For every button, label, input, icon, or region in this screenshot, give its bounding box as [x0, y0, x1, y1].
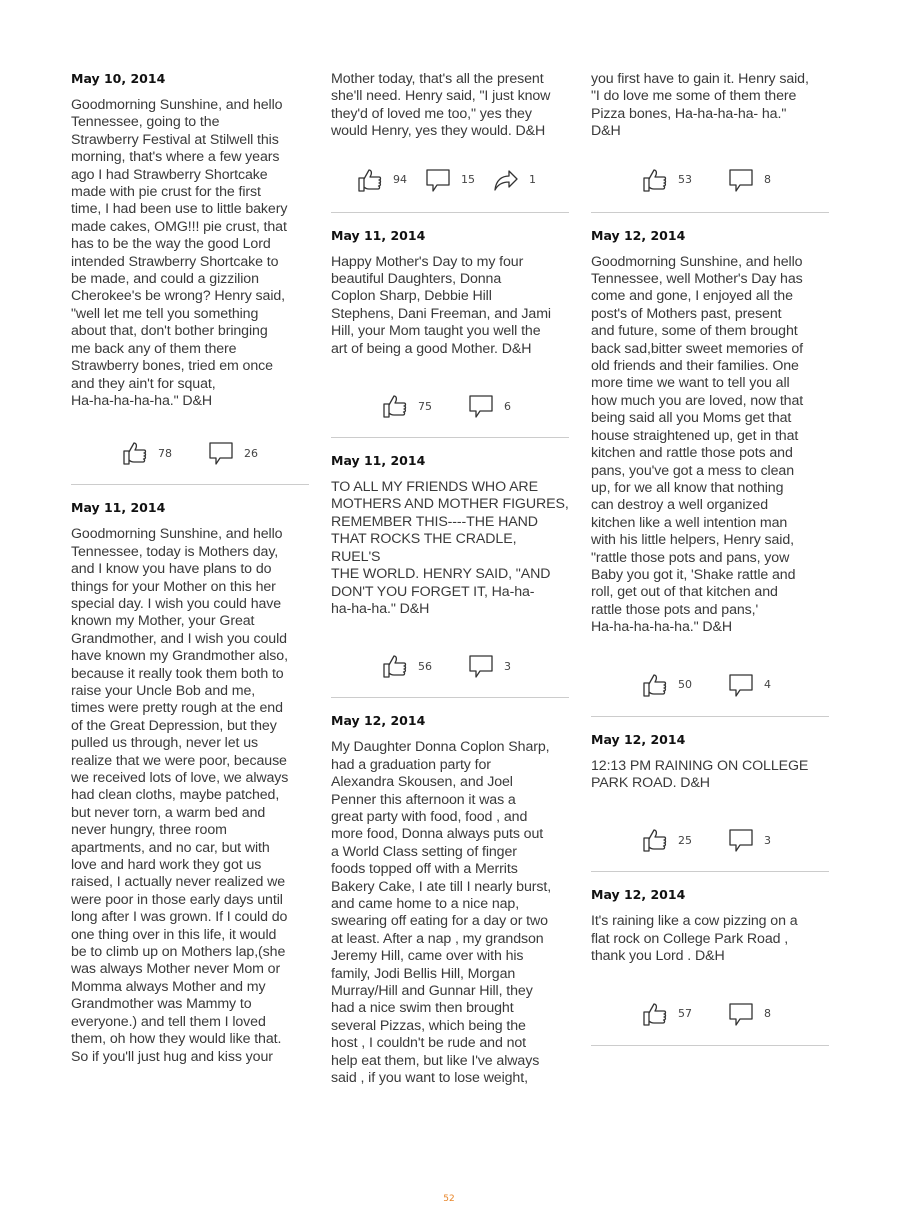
share-button[interactable] [493, 167, 543, 193]
comment-icon [468, 393, 494, 419]
like-count: 94 [393, 173, 407, 187]
post-date: May 11, 2014 [331, 227, 426, 243]
post-body: 12:13 PM RAINING ON COLLEGE PARK ROAD. D&H [591, 757, 809, 791]
post-actions [591, 999, 829, 1029]
post-date: May 10, 2014 [71, 71, 166, 86]
post-divider [591, 212, 829, 213]
post-actions [591, 825, 829, 855]
like-count: 78 [158, 446, 172, 460]
comment-icon [728, 827, 754, 853]
like-button[interactable] [642, 827, 692, 853]
post-date: May 12, 2014 [331, 713, 426, 729]
like-button[interactable] [382, 393, 432, 419]
post [591, 71, 829, 213]
post-actions [591, 670, 829, 700]
like-count: 53 [678, 173, 692, 187]
comment-count: 26 [244, 446, 258, 460]
like-count: 50 [678, 678, 692, 692]
post-divider [591, 1045, 829, 1046]
thumbs-up-icon [642, 1001, 668, 1027]
page-number: 52 [443, 1194, 455, 1204]
comment-button[interactable] [728, 672, 778, 698]
post-body: It's raining like a cow pizzing on a flat rock on College Park Road , thank you Lord . D&H [591, 913, 798, 965]
post-divider [331, 437, 569, 438]
thumbs-up-icon [382, 653, 408, 679]
share-arrow-icon [493, 167, 519, 193]
like-button[interactable] [122, 440, 172, 466]
post [331, 713, 569, 1087]
comment-icon [728, 167, 754, 193]
thumbs-up-icon [642, 672, 668, 698]
post-actions [331, 165, 569, 195]
post-body: Goodmorning Sunshine, and hello Tennessee, going to the Strawberry Festival at Stilwell this morning, that's where a few years ago I had Strawberry Shortcake made with pie crust for the first time, I had been use to little bakery made cakes, OMG!!! pie crust, that has to be the way the good Lord intended Strawberry Shortcake to be made, and could a gizzilion Cherokee's be wrong? Henry said, "well let me tell you something about that, don't bother bringing me back any of them there Strawberry bones, tried em once and they ain't for squat, Ha-ha-ha-ha-ha." D&H [71, 97, 288, 409]
thumbs-up-icon [642, 167, 668, 193]
post [591, 887, 829, 1045]
comment-icon [728, 1001, 754, 1027]
post-divider [591, 871, 829, 872]
like-button[interactable] [642, 1001, 692, 1027]
post [331, 228, 569, 438]
post-date: May 12, 2014 [591, 887, 686, 903]
like-button[interactable] [642, 167, 692, 193]
post-divider [331, 212, 569, 213]
like-count: 56 [418, 659, 432, 673]
thumbs-up-icon [382, 393, 408, 419]
like-button[interactable] [382, 653, 432, 679]
post-date: May 11, 2014 [331, 453, 426, 469]
thumbs-up-icon [357, 167, 383, 193]
like-count: 75 [418, 399, 432, 413]
post [591, 732, 829, 873]
comment-count: 8 [764, 1007, 771, 1021]
like-button[interactable] [642, 672, 692, 698]
comment-icon [425, 167, 451, 193]
comment-button[interactable] [468, 653, 518, 679]
comment-count: 8 [764, 173, 771, 187]
post-divider [591, 716, 829, 717]
comment-button[interactable] [728, 167, 778, 193]
column-1 [71, 68, 309, 1066]
comment-button[interactable] [728, 1001, 778, 1027]
like-count: 57 [678, 1007, 692, 1021]
post [331, 453, 569, 698]
post-body: you first have to gain it. Henry said, "I do love me some of them there Pizza bones, Ha-ha-ha-ha- ha." D&H [591, 71, 809, 140]
post-actions [591, 165, 829, 195]
post [591, 228, 829, 717]
share-count: 1 [529, 173, 536, 187]
comment-count: 4 [764, 678, 771, 692]
post-date: May 11, 2014 [71, 500, 166, 516]
comment-button[interactable] [208, 440, 258, 466]
post-divider [71, 484, 309, 485]
comment-button[interactable] [425, 167, 475, 193]
column-2 [331, 68, 569, 1087]
comment-icon [728, 672, 754, 698]
comment-count: 3 [764, 833, 771, 847]
comment-button[interactable] [728, 827, 778, 853]
post [331, 71, 569, 213]
post-body: Goodmorning Sunshine, and hello Tennessee, today is Mothers day, and I know you have plans to do things for your Mother on this her special day. I wish you could have known my Mother, your Great Grandmother, and I wish you could have known my Grandmother also, because it really took them both to raise your Uncle Bob and me, times were pretty rough at the end of the Great Depression, but they pulled us through, never let us realize that we were poor, because we received lots of love, we always had clean cloths, maybe patched, but never torn, a warm bed and never hungry, three room apartments, and no car, but with love and hard work they got us raised, I actually never realized we were poor in those early days until long after I was grown. If I could do one thing over in this life, it would be to climb up on Mothers lap,(she was always Mother never Mom or Momma always Mother and my Grandmother was Mammy to everyone.) and tell them I loved them, oh how they would like that. So if you'll just hug and kiss your [71, 526, 289, 1065]
thumbs-up-icon [642, 827, 668, 853]
post-body: Goodmorning Sunshine, and hello Tennessee, well Mother's Day has come and gone, I enjoyed all the post's of Mothers past, present and future, some of them brought back sad,bitter sweet memories of old friends and their families. One more time we want to tell you all how much you are loved, now that being said all you Moms get that house straightened up, get in that kitchen and rattle those pots and pans, you've got a mess to clean up, for we all know that nothing can destroy a well organized kitchen like a well intention man with his little helpers, Henry said, "rattle those pots and pans, yow Baby you got it, 'Shake rattle and roll, get out of that kitchen and rattle those pots and pans,' Ha-ha-ha-ha-ha." D&H [591, 253, 804, 636]
comment-count: 6 [504, 399, 511, 413]
post-date: May 12, 2014 [591, 731, 686, 747]
comment-icon [468, 653, 494, 679]
comment-button[interactable] [468, 393, 518, 419]
post-actions [331, 651, 569, 681]
post-date: May 12, 2014 [591, 227, 686, 243]
post-body: Mother today, that's all the present she'll need. Henry said, "I just know they'd of loved me too," yes they would Henry, yes they would. D&H [331, 71, 551, 140]
column-3 [591, 68, 829, 1046]
comment-icon [208, 440, 234, 466]
comment-count: 15 [461, 173, 475, 187]
like-count: 25 [678, 833, 692, 847]
thumbs-up-icon [122, 440, 148, 466]
post-actions [71, 438, 309, 468]
post [71, 500, 309, 1066]
comment-count: 3 [504, 659, 511, 673]
post-divider [331, 697, 569, 698]
post-body: My Daughter Donna Coplon Sharp, had a graduation party for Alexandra Skousen, and Joel Penner this afternoon it was a great party with food, food , and more food, Donna always puts out a World Class setting of finger foods topped off with a Merrits Bakery Cake, I ate till I nearly burst, and came home to a nice nap, swearing off eating for a day or two at least. After a nap , my grandson Jeremy Hill, came over with his family, Jodi Bellis Hill, Morgan Murray/Hill and Gunnar Hill, they had a nice swim then brought several Pizzas, which being the host , I couldn't be rude and not help eat them, but like I've always said , if you want to lose weight, [331, 739, 552, 1087]
post [71, 71, 309, 485]
post-body: Happy Mother's Day to my four beautiful Daughters, Donna Coplon Sharp, Debbie Hill Stephens, Dani Freeman, and Jami Hill, your Mom taught you well the art of being a good Mother. D&H [331, 253, 551, 357]
like-button[interactable] [357, 167, 407, 193]
post-actions [331, 391, 569, 421]
post-body: TO ALL MY FRIENDS WHO ARE MOTHERS AND MOTHER FIGURES, REMEMBER THIS----THE HAND THAT ROCKS THE CRADLE, RUEL'S THE WORLD. HENRY SAID, "AND DON'T YOU FORGET IT, Ha-ha- ha-ha-ha." D&H [331, 479, 569, 617]
